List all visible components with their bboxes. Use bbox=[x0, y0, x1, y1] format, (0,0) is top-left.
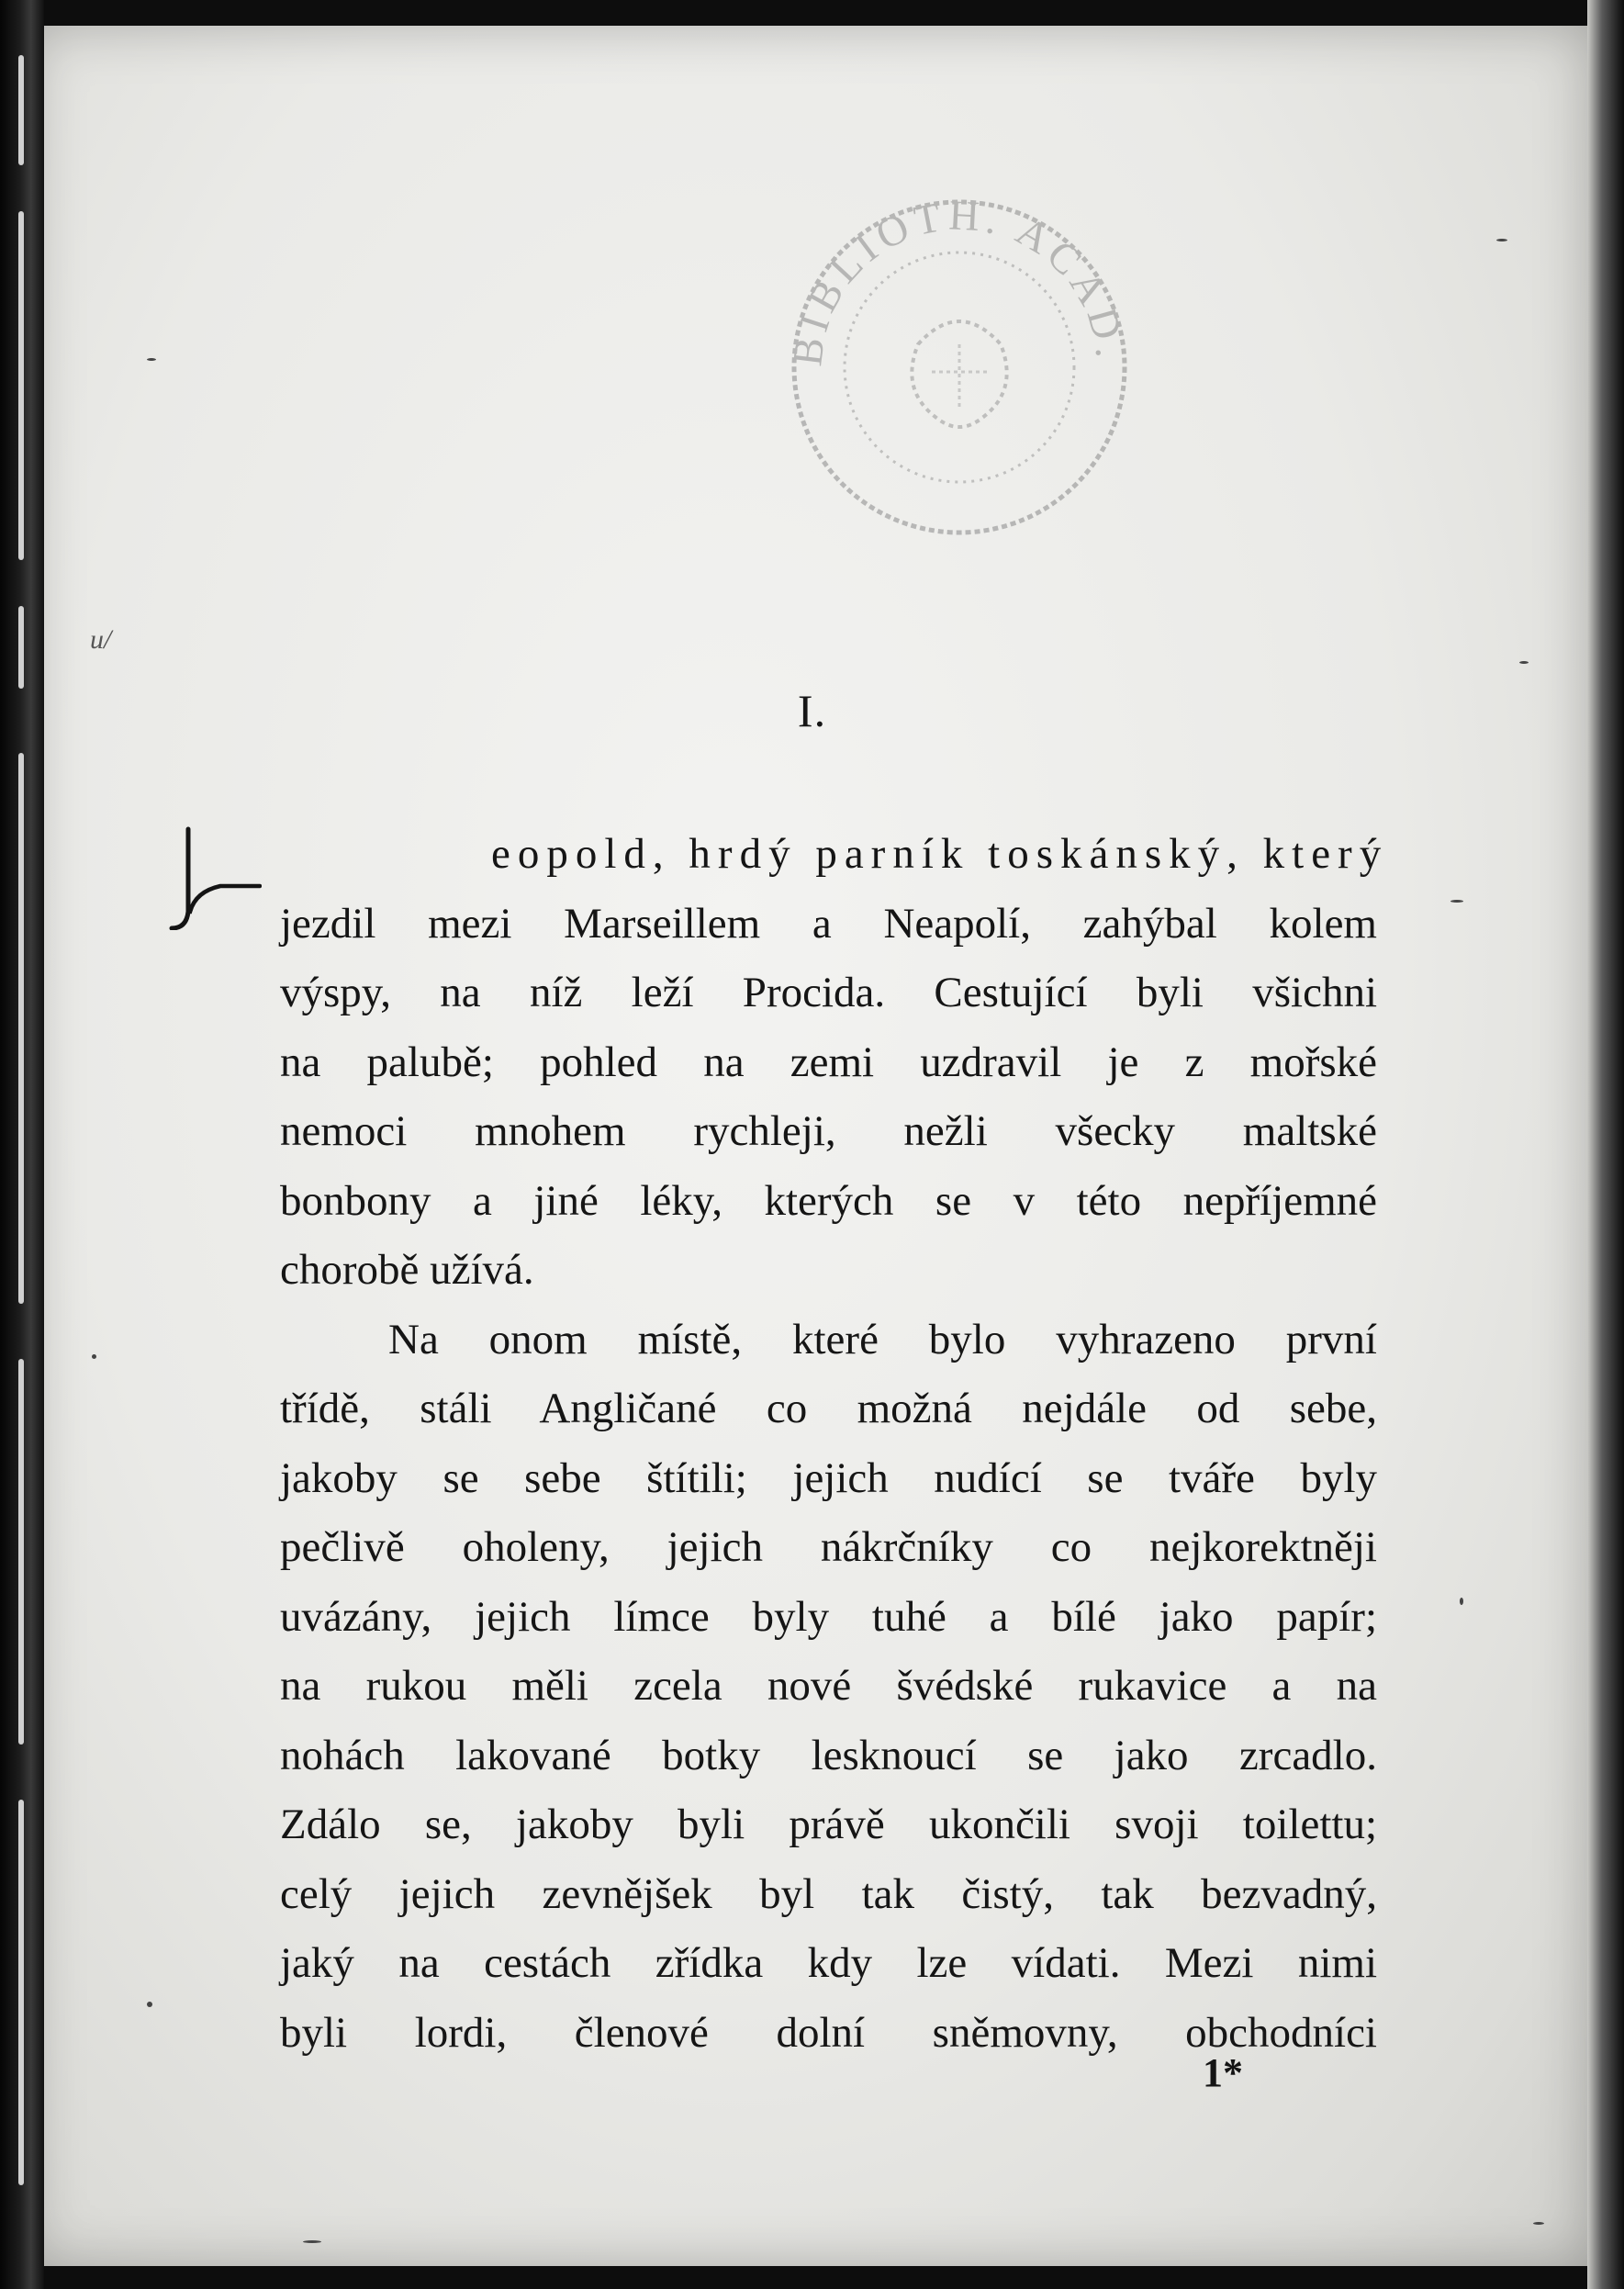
text-line: jaký na cestách zřídka kdy lze vídati. Mezi nimi bbox=[280, 1939, 1377, 1987]
page-right-edge-shadow bbox=[1587, 0, 1624, 2289]
scan-speck bbox=[1460, 1598, 1463, 1605]
book-binding-edge bbox=[0, 0, 44, 2289]
text-line: jezdil mezi Marseillem a Neapolí, zahýbal kolem bbox=[280, 899, 1377, 948]
scan-speck bbox=[1533, 2222, 1544, 2225]
text-line: na rukou měli zcela nové švédské rukavice a na bbox=[280, 1662, 1377, 1710]
text-line: Na onom místě, které bylo vyhrazeno první bbox=[388, 1315, 1377, 1363]
text-line bbox=[280, 820, 1389, 890]
text-line: byli lordi, členové dolní sněmovny, obchodníci bbox=[280, 2008, 1377, 2057]
chapter-number: I. bbox=[797, 685, 827, 736]
text-line: celý jejich zevnějšek byl tak čistý, tak bezvadný, bbox=[280, 1869, 1377, 1918]
text-line: nohách lakované botky lesknoucí se jako zrcadlo. bbox=[280, 1731, 1377, 1779]
signature-mark: 1* bbox=[1203, 2050, 1243, 2095]
body-text bbox=[280, 820, 1389, 2068]
drop-cap-initial bbox=[133, 820, 262, 930]
text-line: třídě, stáli Angličané co možná nejdále od sebe, bbox=[280, 1385, 1377, 1432]
text-line: jakoby se sebe štítili; jejich nudící se tváře byly bbox=[280, 1453, 1377, 1502]
scan-speck bbox=[1450, 900, 1463, 903]
library-stamp bbox=[780, 188, 1138, 546]
scan-speck bbox=[147, 2002, 152, 2007]
text-line: výspy, na níž leží Procida. Cestující byli všichni bbox=[280, 969, 1377, 1016]
text-line: uvázány, jejich límce byly tuhé a bílé jako papír; bbox=[280, 1592, 1377, 1641]
text-line: bonbony a jiné léky, kterých se v této nepříjemné bbox=[280, 1176, 1377, 1225]
stamp-text: BIBLIOTH. ACAD. bbox=[783, 191, 1136, 369]
text-line: pečlivě oholeny, jejich nákrčníky co nejkorektněji bbox=[280, 1523, 1377, 1571]
scan-speck bbox=[303, 2240, 321, 2243]
text-line: nemoci mnohem rychleji, nežli všecky maltské bbox=[280, 1107, 1377, 1155]
paragraph-1 bbox=[280, 820, 1389, 1306]
svg-text:BIBLIOTH. ACAD. bbox=[783, 191, 1135, 368]
dropcap-continuation: eopold, hrdý parník toskánský, který bbox=[491, 830, 1389, 878]
scan-speck bbox=[92, 1354, 96, 1359]
scan-speck bbox=[1496, 239, 1507, 241]
scan-speck bbox=[1519, 661, 1529, 664]
text-line: na palubě; pohled na zemi uzdravil je z mořské bbox=[280, 1038, 1377, 1086]
paragraph-2 bbox=[280, 1306, 1377, 2069]
text-line: chorobě užívá. bbox=[280, 1246, 534, 1294]
margin-pencil-mark: u/ bbox=[90, 624, 112, 655]
text-line: Zdálo se, jakoby byli právě ukončili svoji toilettu; bbox=[280, 1801, 1377, 1848]
scan-speck bbox=[147, 358, 156, 361]
